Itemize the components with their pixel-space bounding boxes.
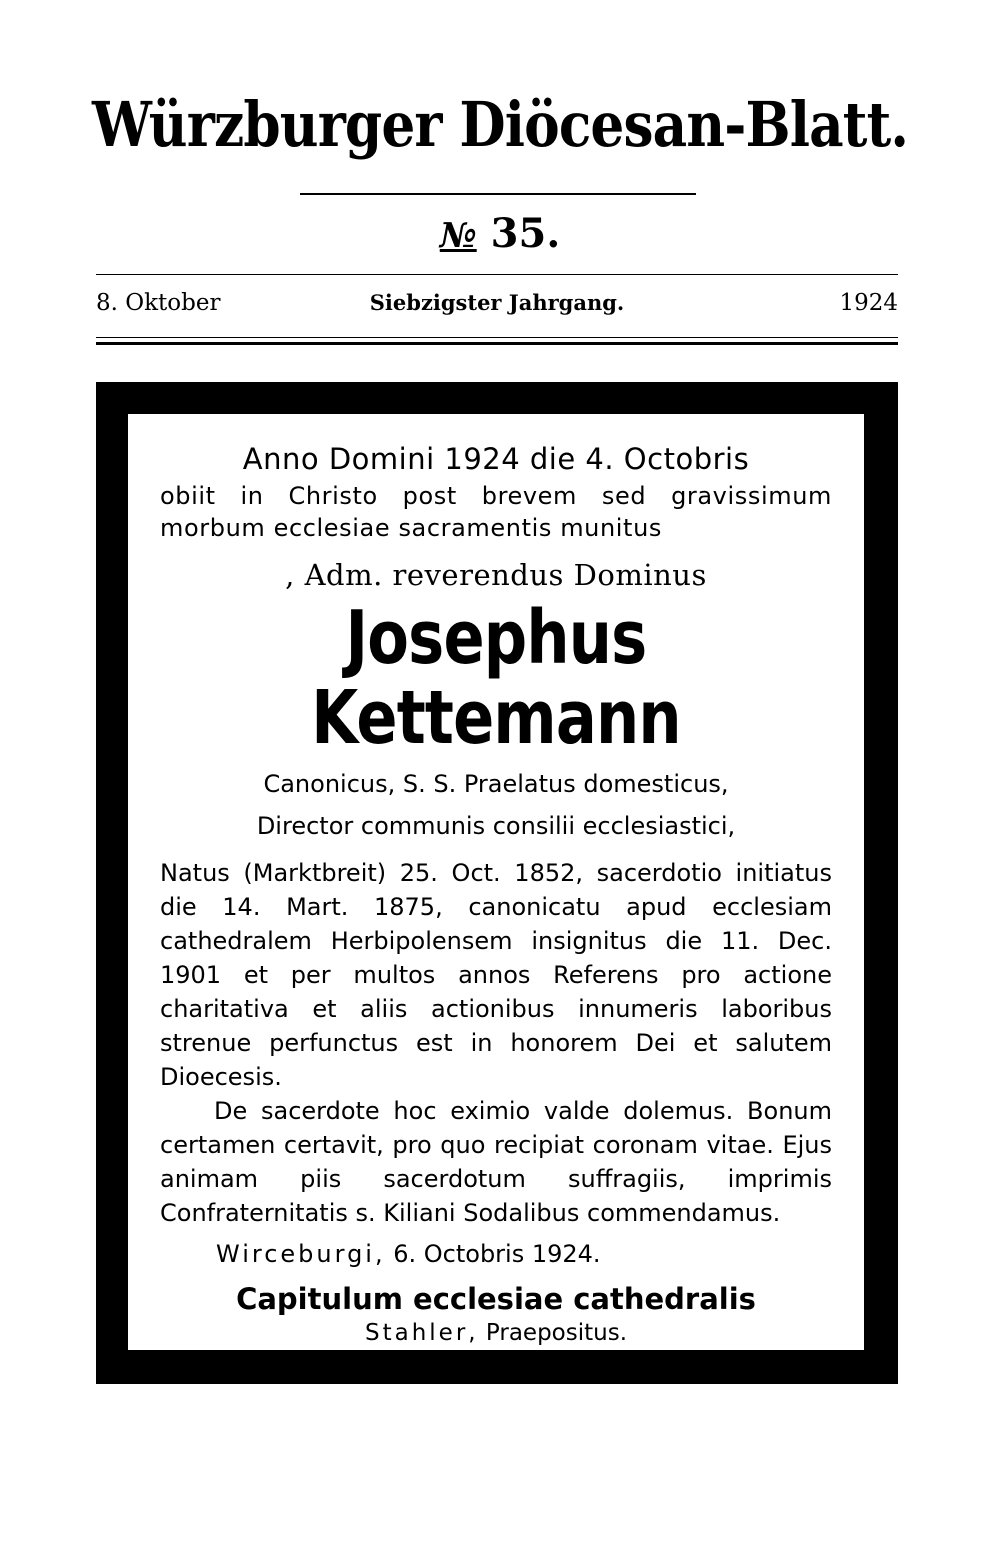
notice-body [160, 856, 832, 1230]
signer-provost-title: Praepositus. [485, 1320, 628, 1346]
office-line-1: Canonicus, S. S. Praelatus domesticus, [263, 770, 729, 798]
dateline-bottom-rule [96, 337, 898, 345]
signer-canon-name: Meckel, [590, 1354, 699, 1380]
issue-number [0, 210, 1000, 257]
signer-canon [160, 1354, 832, 1380]
prayer-paragraph: De sacerdote hoc eximio valde dolemus. Bonum certamen certavit, pro quo recipiat coronam vitae. Ejus animam piis sacerdotum suffragiis, imprimis Confraternitatis s. Kiliani Sodalibus commendamus. [160, 1097, 832, 1227]
issue-date: 8. Oktober [96, 290, 221, 316]
issue-year: 1924 [839, 290, 898, 316]
deceased-name: Josephus Kettemann [311, 595, 681, 761]
issue-value: 35. [490, 210, 561, 257]
obituary-panel [128, 414, 864, 1380]
signer-provost [160, 1320, 832, 1346]
notice-intro: obiit in Christo post brevem sed gravissimum morbum ecclesiae sacramentis munitus [160, 482, 832, 542]
place-name: Wirceburgi, [216, 1240, 386, 1268]
masthead-title: Würzburger Diöcesan-Blatt. [91, 88, 909, 161]
office-line-2: Director communis consilii ecclesiastici, [256, 812, 736, 840]
signer-canon-title: Canonicus. [705, 1354, 832, 1380]
issue-label: № [439, 216, 477, 256]
dateline [96, 290, 898, 324]
dateline-top-rule [96, 274, 898, 275]
notice-heading: Anno Domini 1924 die 4. Octobris [242, 442, 750, 476]
notice-honorific: , Adm. reverendus Dominus [285, 558, 707, 592]
chapter-signature: Capitulum ecclesiae cathedralis [236, 1282, 756, 1316]
signer-provost-name: Stahler, [364, 1320, 479, 1346]
place-and-date [160, 1240, 832, 1268]
masthead-rule [300, 193, 696, 195]
biography-paragraph: Natus (Marktbreit) 25. Oct. 1852, sacerdotio initiatus die 14. Mart. 1875, canonicatu apud ecclesiam cathedralem Herbipolensem insignitus die 11. Dec. 1901 et per multos annos Referens pro actione charitativa et aliis actionibus innumeris laboribus strenue perfunctus est in honorem Dei et salutem Dioecesis. [160, 859, 832, 1091]
obituary-frame [96, 382, 898, 1384]
volume-label: Siebzigster Jahrgang. [369, 290, 625, 315]
obituary-notice [160, 442, 832, 1380]
notice-date: 6. Octobris 1924. [393, 1240, 601, 1268]
